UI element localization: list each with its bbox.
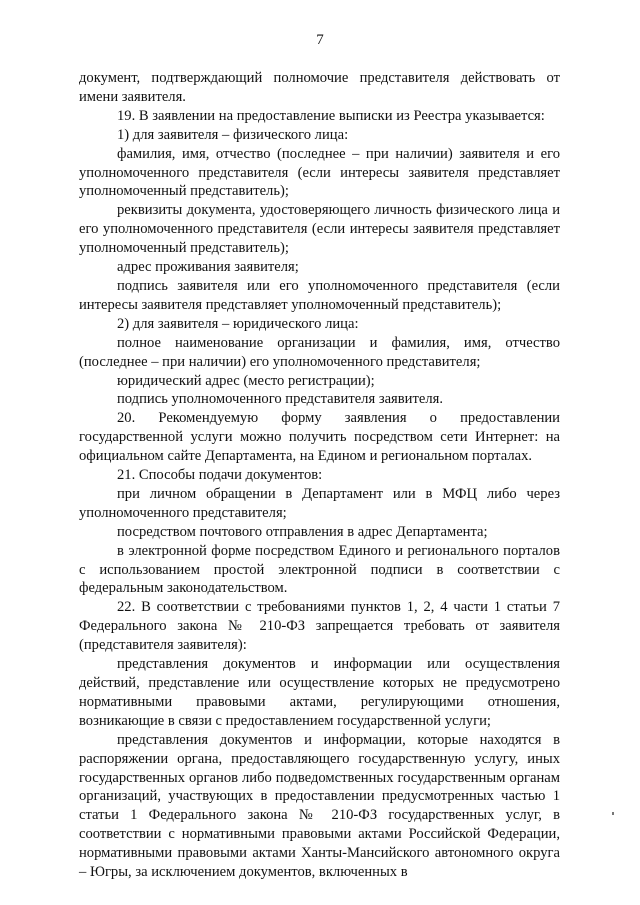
paragraph: при личном обращении в Департамент или в МФЦ либо через уполномоченного представителя; (79, 485, 560, 521)
paragraph: представления документов и информации или осуществления действий, представление или осуществление которых не предусмотрено нормативными правовыми актами, регулирующими отношения, возникающие в связи с предоставлением государственной услуги; (79, 656, 560, 729)
paragraph: посредством почтового отправления в адрес Департамента; (117, 523, 488, 540)
list-item: 2) для заявителя – юридического лица: (117, 315, 359, 332)
document-body (79, 69, 560, 882)
paragraph: юридический адрес (место регистрации); (117, 372, 375, 389)
paragraph: адрес проживания заявителя; (117, 259, 299, 276)
paragraph: полное наименование организации и фамилия, имя, отчество (последнее – при наличии) его уполномоченного представителя; (79, 334, 560, 370)
list-item: 1) для заявителя – физического лица: (117, 126, 349, 143)
paragraph: подпись заявителя или его уполномоченного представителя (если интересы заявителя представляет уполномоченный представитель); (79, 277, 560, 313)
paragraph: реквизиты документа, удостоверяющего личность физического лица и его уполномоченного представителя (если интересы заявителя представляет уполномоченный представитель); (79, 202, 560, 257)
paragraph: подпись уполномоченного представителя заявителя. (117, 391, 443, 408)
paragraph: представления документов и информации, которые находятся в распоряжении органа, предоставляющего государственную услугу, иных государственных органов либо подведомственных государственным органам организаций, участвующих в предоставлении предусмотренных частью 1 статьи 1 Федерального закона № 210-ФЗ государственных услуг, в соответствии с нормативными правовыми актами Российской Федерации, нормативными правовыми актами Ханты-Мансийского автономного округа – Югры, за исключением документов, включенных в (79, 731, 560, 881)
page-number: 7 (316, 32, 324, 48)
paragraph: 21. Способы подачи документов: (117, 467, 323, 484)
paragraph: документ, подтверждающий полномочие представителя действовать от имени заявителя. (79, 70, 560, 105)
paragraph: фамилия, имя, отчество (последнее – при наличии) заявителя и его уполномоченного представителя (если интересы заявителя представляет уполномоченный представитель); (79, 145, 560, 200)
paragraph: 19. В заявлении на предоставление выписки из Реестра указывается: (117, 107, 545, 124)
paragraph: 22. В соответствии с требованиями пунктов 1, 2, 4 части 1 статьи 7 Федерального закона № 210-ФЗ запрещается требовать от заявителя (представителя заявителя): (79, 599, 560, 654)
paragraph: в электронной форме посредством Единого и регионального порталов с использованием простой электронной подписи в соответствии с федеральным законодательством. (79, 542, 560, 597)
scan-speck (612, 812, 614, 815)
paragraph: 20. Рекомендуемую форму заявления о предоставлении государственной услуги можно получить посредством сети Интернет: на официальном сайте Департамента, на Едином и региональном порталах. (79, 410, 560, 465)
